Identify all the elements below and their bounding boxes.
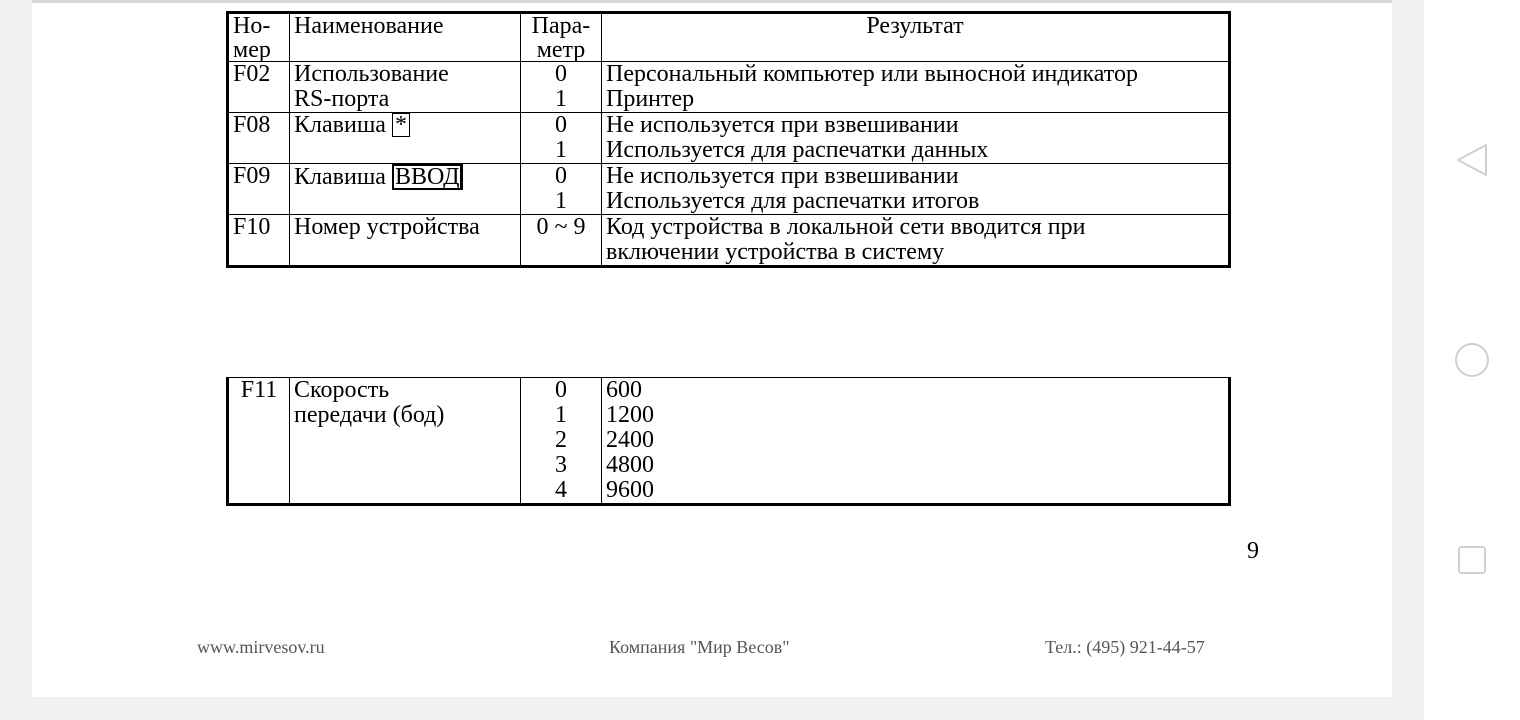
page-number: 9 (1247, 538, 1259, 564)
footer-website: www.mirvesov.ru (197, 637, 325, 657)
header-number: Но- мер (228, 13, 290, 62)
row-number: F09 (228, 164, 290, 215)
table-row (228, 378, 1230, 505)
header-name: Наименование (290, 13, 521, 62)
row-params: 0 1 (521, 62, 602, 113)
row-results: Персональный компьютер или выносной индикатор Принтер (602, 62, 1230, 113)
row-name: Использование RS-порта (290, 62, 521, 113)
row-number: F02 (228, 62, 290, 113)
row-name: Клавиша ВВОД (290, 164, 521, 215)
key-enter: ВВОД (392, 164, 464, 190)
triangle-back-icon[interactable] (1448, 136, 1496, 184)
row-results: Код устройства в локальной сети вводится при включении устройства в систему (602, 215, 1230, 267)
table-row (228, 164, 1230, 215)
row-results: Не используется при взвешивании Используется для распечатки итогов (602, 164, 1230, 215)
page-gutter (1392, 0, 1424, 720)
row-results: Не используется при взвешивании Используется для распечатки данных (602, 113, 1230, 164)
header-result: Результат (602, 13, 1230, 62)
row-params: 0 1 (521, 113, 602, 164)
row-name: Клавиша * (290, 113, 521, 164)
row-name: Номер устройства (290, 215, 521, 267)
page-top-edge (32, 0, 1392, 3)
row-number: F10 (228, 215, 290, 267)
row-name: Скорость передачи (бод) (290, 378, 521, 505)
footer-company: Компания "Мир Весов" (609, 637, 790, 657)
square-recents-icon[interactable] (1448, 536, 1496, 584)
row-results: 600 1200 2400 4800 9600 (602, 378, 1230, 505)
row-number: F11 (228, 378, 290, 505)
table-row (228, 113, 1230, 164)
function-table (226, 11, 1231, 268)
baud-rate-table (226, 377, 1231, 506)
header-parameter: Пара- метр (521, 13, 602, 62)
row-params: 0 1 2 3 4 (521, 378, 602, 505)
row-params: 0 1 (521, 164, 602, 215)
table-row (228, 62, 1230, 113)
circle-home-icon[interactable] (1448, 336, 1496, 384)
row-number: F08 (228, 113, 290, 164)
footer-phone: Тел.: (495) 921-44-57 (1045, 637, 1205, 657)
table-header-row (228, 13, 1230, 62)
row-params: 0 ~ 9 (521, 215, 602, 267)
table-row (228, 215, 1230, 267)
key-asterisk: * (392, 113, 410, 137)
